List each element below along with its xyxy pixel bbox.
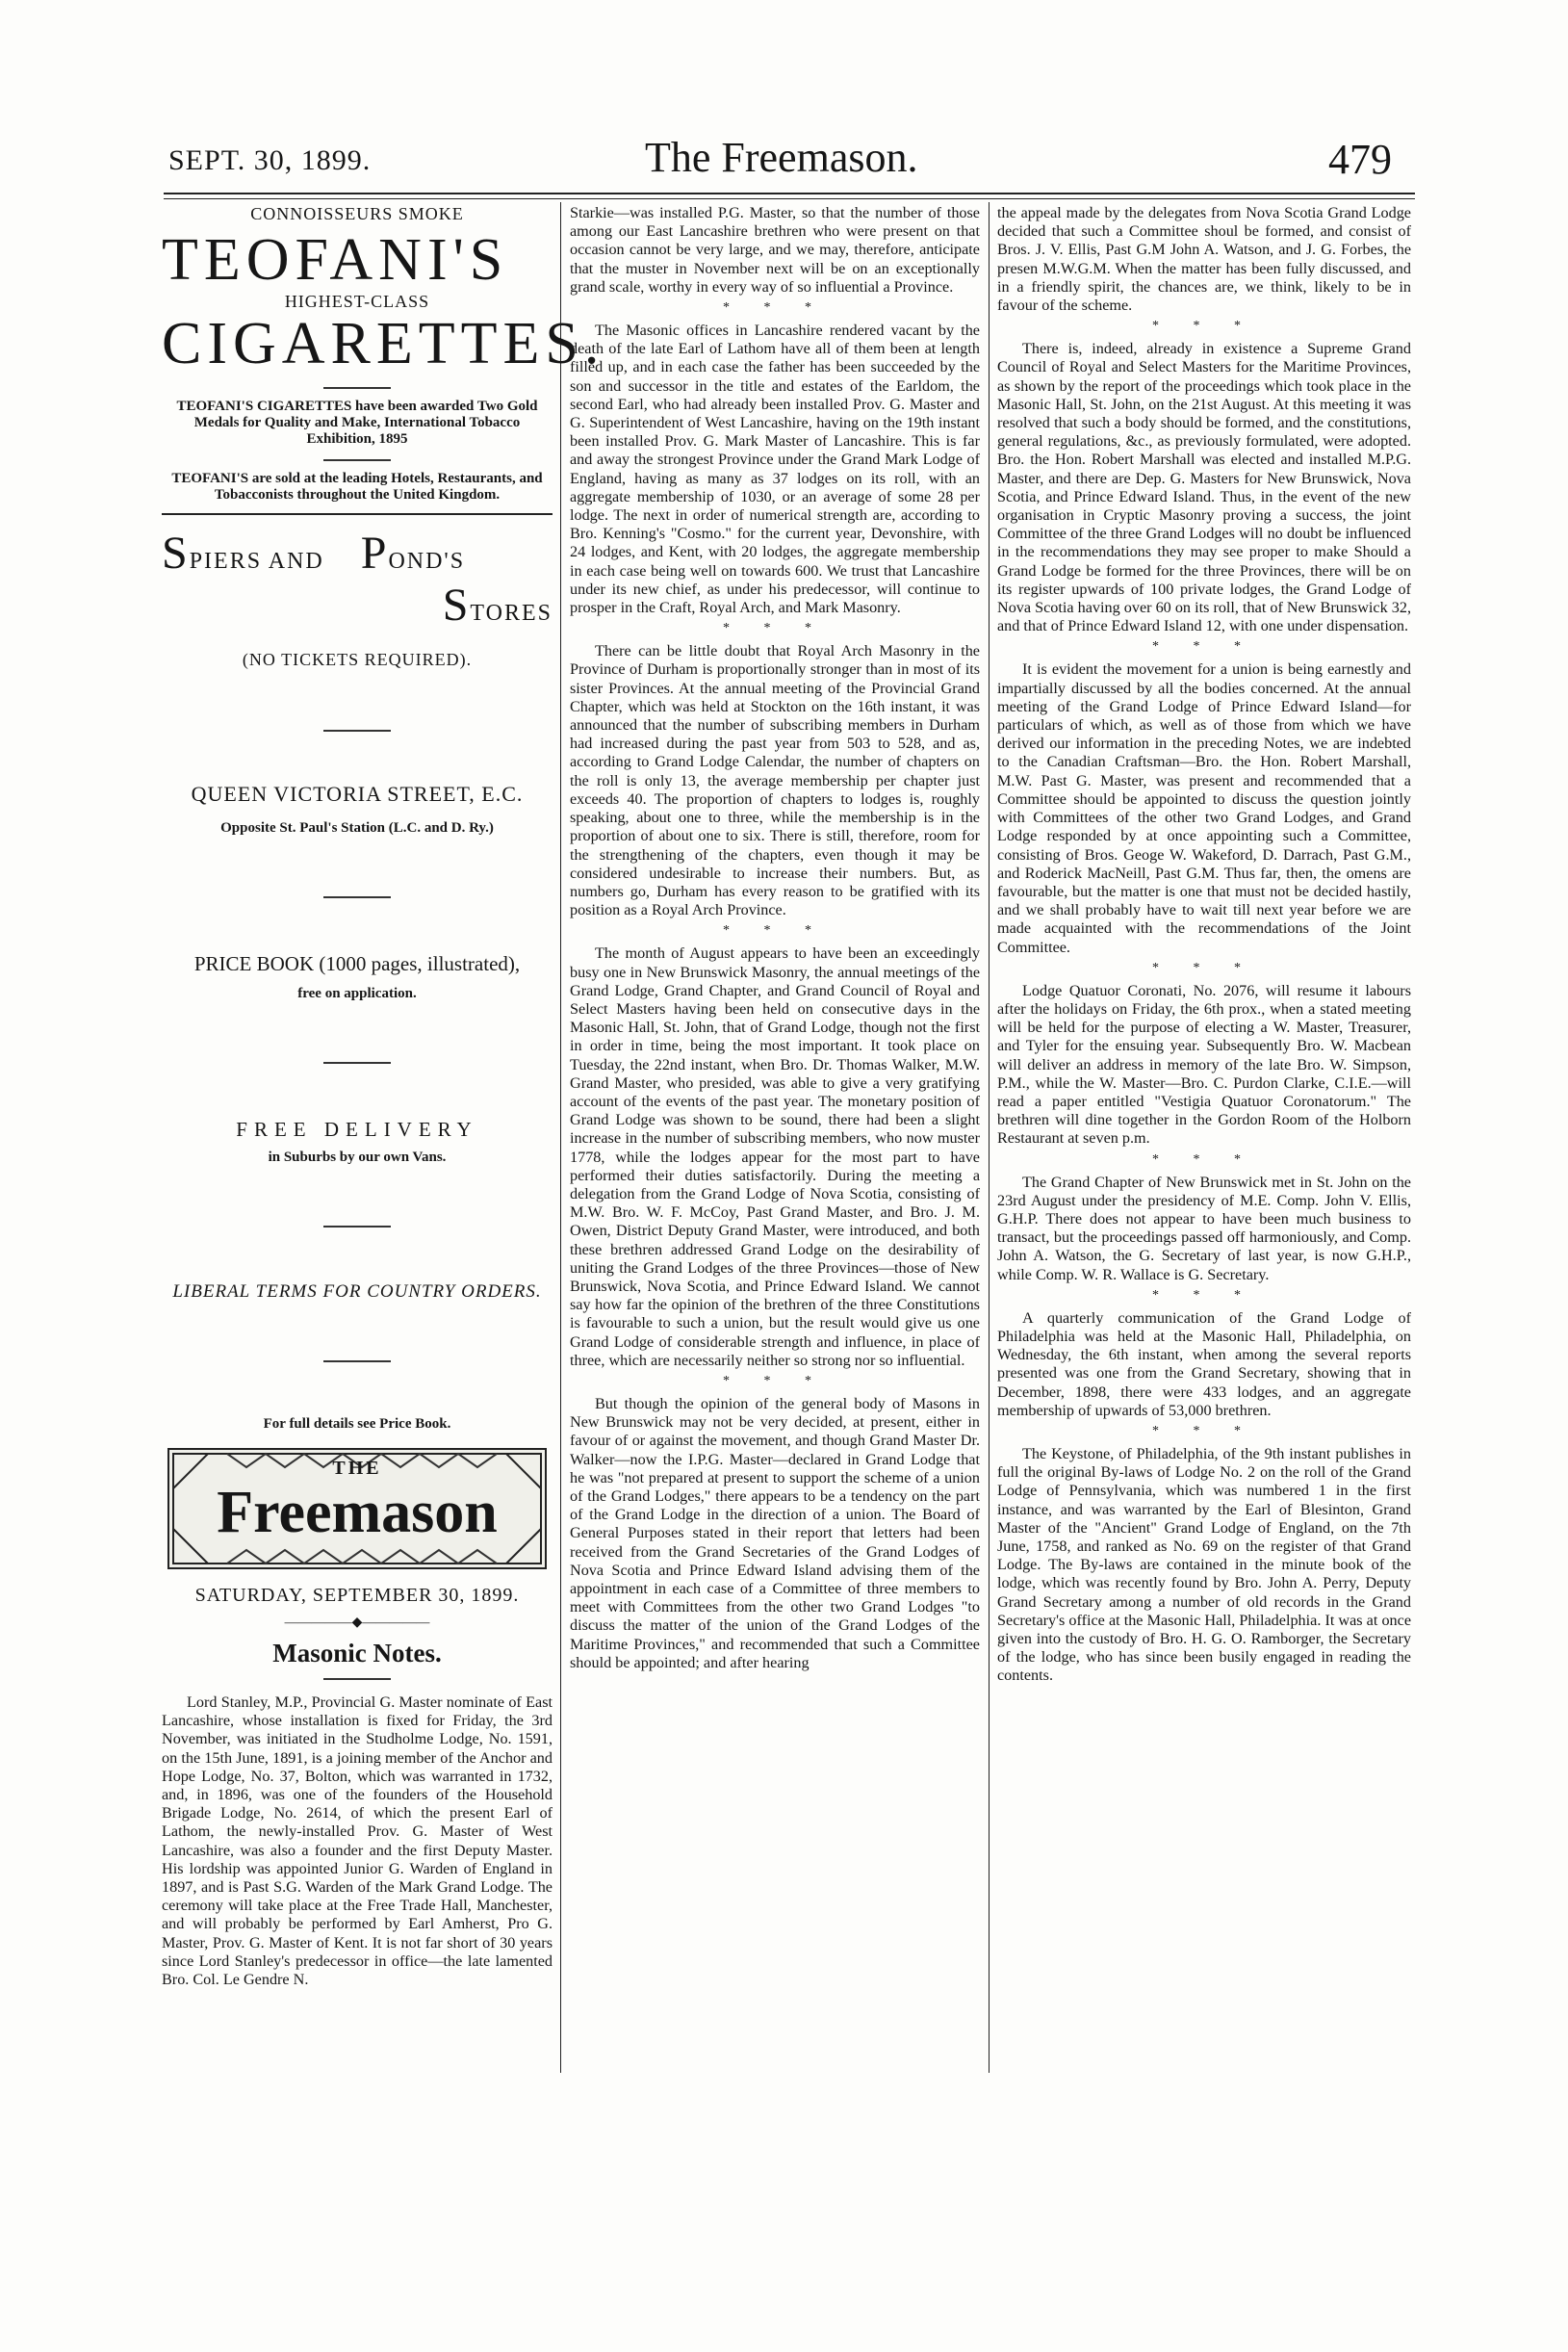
ad-suburbs: in Suburbs by our own Vans.	[268, 1150, 447, 1165]
section-separator: * * *	[723, 621, 827, 636]
article-paragraph: But though the opinion of the general body of Masons in New Brunswick may not be very decided, at present, either in favour of or against the movement, and though Grand Master Dr. Walker—now the I.P.G. Master—declared in Grand Lodge that he was "not prepared at present to support the scheme of a union of the Grand Lodges," there appears to be a tendency on the part of the Grand Lodge in the direction of a union. The Board of General Purposes stated in their report that letters had been received from the Grand Secretaries of the Grand Lodges of Nova Scotia and Prince Edward Island advising them of the appointment in each case of a Committee of three members to meet with Committees from the other two Grand Lodges "to discuss the matter of the union of the Grand Lodges of the Maritime Provinces," and recommended that such a Committee should be appointed; and after hearing	[570, 1394, 980, 1671]
article-paragraph: Starkie—was installed P.G. Master, so that the number of those among our East Lancashire brethren who were present on that occasion cannot be very large, and we may, therefore, anticipate that the muster in November next will be on an exceptionally grand scale, worthy in every way of so influential a Province.	[570, 204, 980, 296]
article-paragraph: There can be little doubt that Royal Arch Masonry in the Province of Durham is proportionally stronger than in most of its sister Provinces. At the annual meeting of the Provincial Grand Chapter, which was held at Stockton on the 16th instant, it was announced that the number of subscribing members in Durham had increased during the past year from 503 to 528, and as, according to Grand Lodge Calendar, the number of chapters on the roll is only 13, the average membership per chapter just exceeds 40. The proportion of chapters to lodges is, roughly speaking, about one to three, while the membership is in the proportion of about one to six. There is still, therefore, room for the strengthening of the chapters, even though it may be considered undesirable to increase their numbers. But, as numbers go, Durham has every reason to be gratified with its position as a Royal Arch Province.	[570, 642, 980, 919]
divider	[323, 730, 391, 732]
page-number: 479	[1328, 136, 1392, 183]
ad-cigarettes: CIGARETTES.	[162, 311, 605, 376]
ad-connoisseurs: CONNOISSEURS SMOKE	[250, 204, 464, 223]
ad-rule	[162, 513, 553, 515]
section-separator: * * *	[723, 923, 827, 939]
article-paragraph: The Keystone, of Philadelphia, of the 9th instant publishes in full the original By-laws of Lodge No. 2 on the roll of the Grand Lodge of Pennsylvania, which was numbered 1 in the first instance, and was warranted by the Earl of Blesinton, Grand Master of the "Ancient" Grand Lodge of England, on the 7th June, 1758, and ranked as No. 69 on the register of that Grand Lodge. The By-laws are contained in the minute book of the lodge, which was recently found by Bro. John A. Perry, Deputy Grand Secretary among a number of old records in the Grand Secretary's office at the Masonic Hall, Philadelphia. It was at once given into the custody of Bro. H. G. O. Ramborger, the Secretary of the lodge, who has since been busily engaged in reading the contents.	[997, 1444, 1411, 1685]
ornament-rule: —————◆—————	[284, 1615, 430, 1630]
ad-teofanis: TEOFANI'S	[162, 227, 509, 293]
issue-date-line: SATURDAY, SEPTEMBER 30, 1899.	[194, 1585, 520, 1606]
divider	[323, 1226, 391, 1228]
column-3	[997, 204, 1411, 2073]
ad-ponds-rest: OND'S	[388, 549, 466, 574]
section-title: Masonic Notes.	[272, 1639, 442, 1667]
column-rule	[560, 202, 561, 2073]
section-separator: * * *	[1152, 1287, 1256, 1303]
ad-spiers-rest: PIERS AND	[189, 549, 324, 574]
seal-the: THE	[332, 1458, 382, 1479]
ad-ponds-initial: P	[360, 528, 389, 579]
section-separator: * * *	[1152, 319, 1256, 334]
column-rule	[989, 202, 990, 2073]
ad-street: QUEEN VICTORIA STREET, E.C.	[191, 782, 524, 806]
section-separator: * * *	[723, 300, 827, 316]
seal-freemason: Freemason	[217, 1480, 498, 1545]
ad-sold-note: TEOFANI'S are sold at the leading Hotels, Restaurants, and Tobacconists throughout the United Kingdom.	[171, 471, 543, 503]
ad-liberal-terms: LIBERAL TERMS FOR COUNTRY ORDERS.	[172, 1281, 542, 1302]
divider	[323, 387, 391, 389]
article-paragraph: A quarterly communication of the Grand Lodge of Philadelphia was held at the Masonic Hall, Philadelphia, on Wednesday, the 6th instant, when among the several reports presented was one from the Grand Secretary, showing that in December, 1898, there were 433 lodges, and an aggregate membership of upwards of 53,000 brethren.	[997, 1308, 1411, 1419]
ad-spiers-and-ponds	[162, 528, 553, 582]
header-rule	[164, 193, 1415, 194]
article-paragraph: The Grand Chapter of New Brunswick met in St. John on the 23rd August under the presidency of M.E. Comp. John V. Ellis, G.H.P. There does not appear to have been much business to transact, but the proceedings passed off harmoniously, and Comp. John A. Watson, the G. Secretary of last year, is now G.H.P., while Comp. W. R. Wallace is G. Secretary.	[997, 1173, 1411, 1283]
section-separator: * * *	[723, 1373, 827, 1388]
article-paragraph: It is evident the movement for a union is being earnestly and impartially discussed by all the bodies concerned. At the annual meeting of the Grand Lodge of Prince Edward Island—for particulars of which, as well as of those from which we have derived our information in the preceding Notes, we are indebted to the Canadian Craftsman—Bro. the Hon. Robert Marshall, M.W. Past G. Master, was present and recommended that a Committee should be appointed to discuss the question jointly with Committees of the other two Grand Lodges, and Grand Lodge responded by at once appointing such a Committee, consisting of Bros. Geoge W. Wakeford, D. Darrach, Past G.M., and Roderick MacNeill, Past G.M. Thus far, then, the omens are favourable, but the matter is one that must not be decided hastily, and we shall probably have to wait till next year before we are made acquainted with the recommendations of the Joint Committee.	[997, 660, 1411, 956]
column-2	[570, 204, 980, 2073]
ad-stores-initial: S	[442, 580, 471, 631]
column-1	[162, 204, 605, 2073]
ad-highest-class: HIGHEST-CLASS	[284, 292, 430, 311]
divider	[323, 459, 391, 461]
ad-award-note: TEOFANI'S CIGARETTES have been awarded Two Gold Medals for Quality and Make, International Tobacco Exhibition, 1895	[176, 399, 538, 447]
section-separator: * * *	[1152, 960, 1256, 975]
ad-free-application: free on application.	[297, 986, 417, 1001]
article-paragraph: The month of August appears to have been an exceedingly busy one in New Brunswick Masonry, the annual meetings of the Grand Lodge, Grand Chapter, and Grand Council of Royal and Select Masters having been held on consecutive days in the Masonic Hall, St. John, that of Grand Lodge, though not the first in order in time, being the most important. It took place on Tuesday, the 22nd instant, when Bro. Dr. Thomas Walker, M.W. Grand Master, who presided, was able to give a very gratifying account of the events of the past year. The monetary position of Grand Lodge was shown to be sound, there had been a slight increase in the number of subscribing members, who now muster 1778, while the lodges appear for the most part to have performed their duties satisfactorily. During the meeting a delegation from the Grand Lodge of Nova Scotia, consisting of M.W. Bro. W. F. McCoy, Past Grand Master, and Bro. J. M. Owen, District Deputy Grand Master, were introduced, and both these brethren addressed Grand Lodge on the desirability of uniting the Grand Lodges of the three Provinces—those of New Brunswick, Nova Scotia, and Prince Edward Island. We cannot say how far the opinion of the brethren of the three Constitutions is favourable to such a union, but the result would give us one Grand Lodge of considerable strength and influence, in place of three, which are necessarily neither so strong nor so influential.	[570, 944, 980, 1369]
section-separator: * * *	[1152, 1151, 1256, 1167]
newspaper-title: The Freemason.	[645, 134, 918, 181]
article-paragraph: the appeal made by the delegates from Nova Scotia Grand Lodge decided that such a Committee shoul be formed, and consist of Bros. J. V. Ellis, Past G.M John A. Watson, and J. G. Forbes, the presen M.W.G.M. When the matter has been fully discussed, and in a friendly spirit, the chances are, we think, likely to be in favour of the scheme.	[997, 204, 1411, 315]
article-paragraph: The Masonic offices in Lancashire rendered vacant by the death of the late Earl of Lathom have all of them been at length filled up, and in each case the father has been succeeded by the son and successor in the title and estates of the Earldom, the second Earl, who had already been installed Prov. G. Master and G. Superintendent of West Lancashire, having on the 19th instant been installed Prov. G. Mark Master of Lancashire. This is far and away the strongest Province under the Grand Mark Lodge of England, having as many as 37 lodges on its roll, with an aggregate membership of 1030, or an average of some 28 per lodge. The next in order of numerical strength are, according to Bro. Kenning's "Cosmo." for the current year, Devonshire, with 24 lodges, and Kent, with 20 lodges, the aggregate membership in each case being well on towards 600. We trust that Lancashire under its new chief, as under his predecessor, will continue to prosper in the Craft, Royal Arch, and Mark Masonry.	[570, 322, 980, 617]
divider	[323, 1678, 391, 1680]
divider	[323, 1360, 391, 1362]
ad-spiers-initial: S	[162, 528, 190, 579]
ad-opposite: Opposite St. Paul's Station (L.C. and D. Ry.)	[220, 820, 494, 836]
section-separator: * * *	[1152, 1423, 1256, 1438]
ad-full-details: For full details see Price Book.	[263, 1416, 451, 1432]
divider	[323, 896, 391, 898]
ad-free-delivery: FREE DELIVERY	[236, 1118, 478, 1141]
ad-no-tickets: (NO TICKETS REQUIRED).	[242, 650, 473, 669]
divider	[323, 1062, 391, 1064]
section-separator: * * *	[1152, 639, 1256, 655]
issue-date: SEPT. 30, 1899.	[168, 144, 372, 176]
article-paragraph: There is, indeed, already in existence a Supreme Grand Council of Royal and Select Masters for the Maritime Provinces, as shown by the report of the proceedings which took place in the Masonic Hall, St. John, on the 21st August. At this meeting it was resolved that such a body should be formed, and the constitutions, general regulations, &c., as previously formulated, were adopted. Bro. the Hon. Robert Marshall was elected and installed M.P.G. Master, and there are Dep. G. Masters for New Brunswick, Nova Scotia, and Prince Edward Island. Thus, in the event of the new organisation in Cryptic Masonry proving a success, the joint Committee of the three Grand Lodges will no doubt be influenced in the recommendations they may see proper to make Should a Grand Lodge be formed for the three Provinces, there will be on its register upwards of 100 private lodges, the Grand Lodge of Nova Scotia having over 60 on its roll, that of New Brunswick 32, and that of Prince Edward Island 12, with one under dispensation.	[997, 340, 1411, 635]
ad-stores	[162, 582, 553, 636]
article-paragraph: Lodge Quatuor Coronati, No. 2076, will resume it labours after the holidays on Friday, the 6th prox., when a stated meeting will be held for the purpose of electing a W. Master, Treasurer, and Tyler for the ensuing year. Subsequently Bro. W. Macbean will deliver an address in memory of the late Bro. W. Simpson, P.M., while the W. Master—Bro. C. Purdon Clarke, C.I.E.—will read a paper entitled "Vestigia Quatuor Coronatorum." The brethren will dine together in the Gordon Room of the Holborn Restaurant at seven p.m.	[997, 981, 1411, 1148]
freemason-seal	[167, 1448, 547, 1569]
ad-price-book: PRICE BOOK (1000 pages, illustrated),	[193, 952, 521, 975]
header-rule-thin	[164, 198, 1415, 199]
article-paragraph: Lord Stanley, M.P., Provincial G. Master nominate of East Lancashire, whose installation is fixed for Friday, the 3rd November, was initiated in the Studholme Lodge, No. 1591, on the 15th June, 1891, is a joining member of the Anchor and Hope Lodge, No. 37, Bolton, which was warranted in 1732, and, in 1896, was one of the founders of the Household Brigade Lodge, No. 2614, of which the present Earl of Lathom, the newly-installed Prov. G. Master of West Lancashire, was also a founder and the first Deputy Master. His lordship was appointed Junior G. Warden of England in 1897, and is Past S.G. Warden of the Mark Grand Lodge. The ceremony will take place at the Free Trade Hall, Manchester, and will probably be performed by Earl Amherst, Pro G. Master, Prov. G. Master of Kent. It is not far short of 30 years since Lord Stanley's predecessor in office—the late lamented Bro. Col. Le Gendre N.	[162, 1693, 553, 1989]
ad-stores-rest: TORES	[470, 601, 553, 626]
